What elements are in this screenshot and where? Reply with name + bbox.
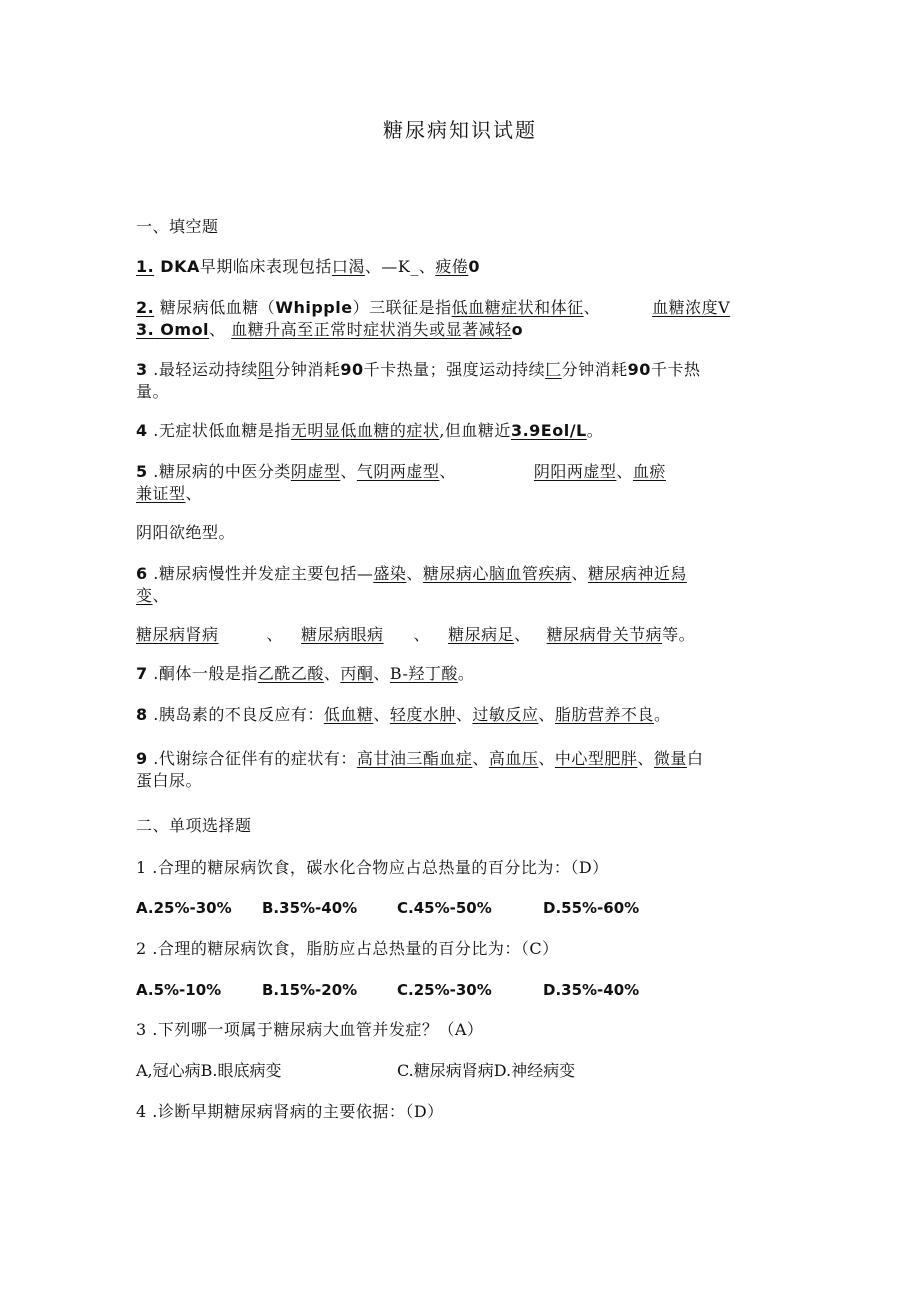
choice-question-1: 1 .合理的糖尿病饮食，碳水化合物应占总热量的百分比为：（D）: [136, 858, 609, 877]
text: 千卡热: [650, 360, 701, 379]
text: .胰岛素的不良反应有：: [147, 705, 324, 724]
text: 、: [616, 462, 633, 481]
question-number: 9: [136, 749, 148, 768]
answer-blank: 高甘油三酯血症: [356, 749, 473, 768]
section-heading-single-choice: 二、单项选择题: [136, 816, 252, 835]
text: 90: [340, 360, 364, 379]
text: 、: [185, 484, 203, 503]
question-number: 3.: [136, 320, 155, 339]
answer-blank: 脂肪营养不良: [554, 705, 654, 724]
answer-blank: B-羟丁酸: [389, 664, 458, 683]
answer-blank: 阴虚型: [290, 462, 341, 481]
text: 。: [586, 421, 604, 440]
text: 、: [538, 705, 555, 724]
answer-blank: 阻: [257, 360, 275, 379]
text: 、: [472, 749, 489, 768]
section-heading-fill-in: 一、填空题: [136, 217, 219, 236]
question-number: 3: [136, 360, 148, 379]
text: 0: [468, 257, 481, 276]
fill-question-6-line1: [136, 563, 786, 585]
answer-blank: 气阴两虚型: [356, 462, 440, 481]
text: Whipple: [275, 298, 353, 317]
text: 、: [514, 625, 531, 644]
answer-blank: 乙酰乙酸: [257, 664, 324, 683]
answer-blank: 变: [136, 586, 153, 605]
fill-question-2-line2: [136, 319, 786, 341]
text: 、: [571, 564, 588, 583]
fill-question-9-line1: [136, 748, 786, 770]
answer-blank: 血糖浓度V: [652, 298, 731, 317]
question-number: 4: [136, 421, 148, 440]
text: ）三联征是指: [352, 298, 452, 317]
fill-question-9-line2: 蛋白尿。: [136, 771, 203, 790]
answer-blank: 高血压: [488, 749, 539, 768]
fill-question-7: [136, 663, 786, 685]
fill-question-3-line2: 量。: [136, 382, 170, 401]
text: 早期临床表现包括: [199, 257, 332, 276]
text: 白: [686, 749, 704, 768]
question-number: 1.: [136, 257, 155, 276]
answer-blank: 微量: [653, 749, 687, 768]
answer-blank: 轻度水肿: [389, 705, 456, 724]
text: DKA: [154, 257, 200, 276]
fill-question-5-line2: [136, 483, 786, 505]
text: 、: [340, 462, 357, 481]
answer-blank: 口渴: [331, 257, 365, 276]
question-number: 6: [136, 564, 148, 583]
text: .糖尿病慢性并发症主要包括—: [147, 564, 374, 583]
text: 、: [373, 664, 390, 683]
option-d: D.35%-40%: [543, 981, 640, 999]
text: .代谢综合征伴有的症状有：: [147, 749, 357, 768]
fill-question-3-line1: [136, 359, 786, 381]
answer-blank: 糖尿病眼病: [301, 625, 384, 644]
answer-blank: Omol: [154, 320, 210, 339]
answer-blank: 血糖升高至正常时症状消失或显著减轻: [231, 320, 512, 339]
answer-blank: 丙酮: [340, 664, 374, 683]
text: 糖尿病低血糖（: [154, 298, 276, 317]
fill-question-1: [136, 256, 786, 278]
text: .无症状低血糖是指: [147, 421, 291, 440]
answer-blank: 疲倦: [435, 257, 469, 276]
question-number: 5: [136, 462, 148, 481]
option-d: D.55%-60%: [543, 899, 640, 917]
text: 、: [538, 749, 555, 768]
answer-blank: 糖尿病肾病: [136, 625, 219, 644]
text: 分钟消耗: [561, 360, 628, 379]
question-number: 8: [136, 705, 148, 724]
choice-question-2: 2 .合理的糖尿病饮食，脂肪应占总热量的百分比为：（C）: [136, 939, 559, 958]
text: .酮体一般是指: [147, 664, 258, 683]
fill-question-5-line1: [136, 461, 786, 483]
text: 、: [152, 586, 170, 605]
choice-question-3: 3 .下列哪一项属于糖尿病大血管并发症？（A）: [136, 1020, 484, 1039]
answer-blank: 中心型肥胖: [554, 749, 638, 768]
answer-blank: 低血糖症状和体征: [451, 298, 584, 317]
fill-question-6-line3: [136, 624, 786, 646]
text: o: [511, 320, 524, 339]
text: 、: [455, 705, 473, 724]
text: 千卡热量；强度运动持续: [363, 360, 546, 379]
answer-blank: 3.9Eol/L: [510, 421, 587, 440]
option-b: B.35%-40%: [262, 899, 358, 917]
text: 。: [457, 664, 475, 683]
answer-blank: 血瘀: [632, 462, 666, 481]
answer-blank: 糖尿病足: [448, 625, 515, 644]
text: 等。: [662, 625, 696, 644]
option-b: B.15%-20%: [262, 981, 358, 999]
option-a-b: A,冠心病B.眼底病变: [136, 1061, 282, 1080]
answer-blank: 过敏反应: [472, 705, 539, 724]
text: .糖尿病的中医分类: [147, 462, 291, 481]
text: 、—K_、: [364, 257, 436, 276]
page-title: 糖尿病知识试题: [383, 118, 537, 142]
fill-question-4: [136, 420, 786, 442]
text: 分钟消耗: [274, 360, 341, 379]
answer-blank: 糖尿病心脑血管疾病: [422, 564, 572, 583]
option-a: A.25%-30%: [136, 899, 232, 917]
answer-blank: 盛染: [373, 564, 407, 583]
question-number: 2.: [136, 298, 155, 317]
answer-blank: 阴阳两虚型: [533, 462, 617, 481]
text: 、: [439, 462, 456, 481]
choice-question-4: 4 .诊断早期糖尿病肾病的主要依据：（D）: [136, 1102, 444, 1121]
text: ,但血糖近: [439, 421, 511, 440]
text: .最轻运动持续: [147, 360, 258, 379]
text: 、: [406, 564, 423, 583]
text: 、: [637, 749, 654, 768]
fill-question-8: [136, 704, 786, 726]
answer-blank: 低血糖: [323, 705, 374, 724]
answer-blank: 糖尿病骨关节病: [546, 625, 663, 644]
text: 、: [266, 625, 284, 644]
text: 、: [583, 298, 601, 317]
option-a: A.5%-10%: [136, 981, 222, 999]
text: 90: [627, 360, 651, 379]
text: 。: [653, 705, 671, 724]
answer-blank: 无明显低血糖的症状: [290, 421, 440, 440]
answer-blank: 兼证型: [136, 484, 186, 503]
answer-blank: 匚: [545, 360, 562, 379]
question-number: 7: [136, 664, 148, 683]
text: 、: [413, 625, 431, 644]
fill-question-5-line3: 阴阳欲绝型。: [136, 523, 236, 542]
text: 、: [373, 705, 390, 724]
option-c-d: C.糖尿病肾病D.神经病变: [397, 1061, 576, 1080]
answer-blank: 糖尿病神近舄: [587, 564, 687, 583]
fill-question-6-line2: [136, 585, 786, 607]
option-c: C.45%-50%: [397, 899, 492, 917]
fill-question-2-line1: [136, 297, 786, 319]
option-c: C.25%-30%: [397, 981, 492, 999]
text: 、: [323, 664, 341, 683]
text: 、: [209, 320, 232, 339]
